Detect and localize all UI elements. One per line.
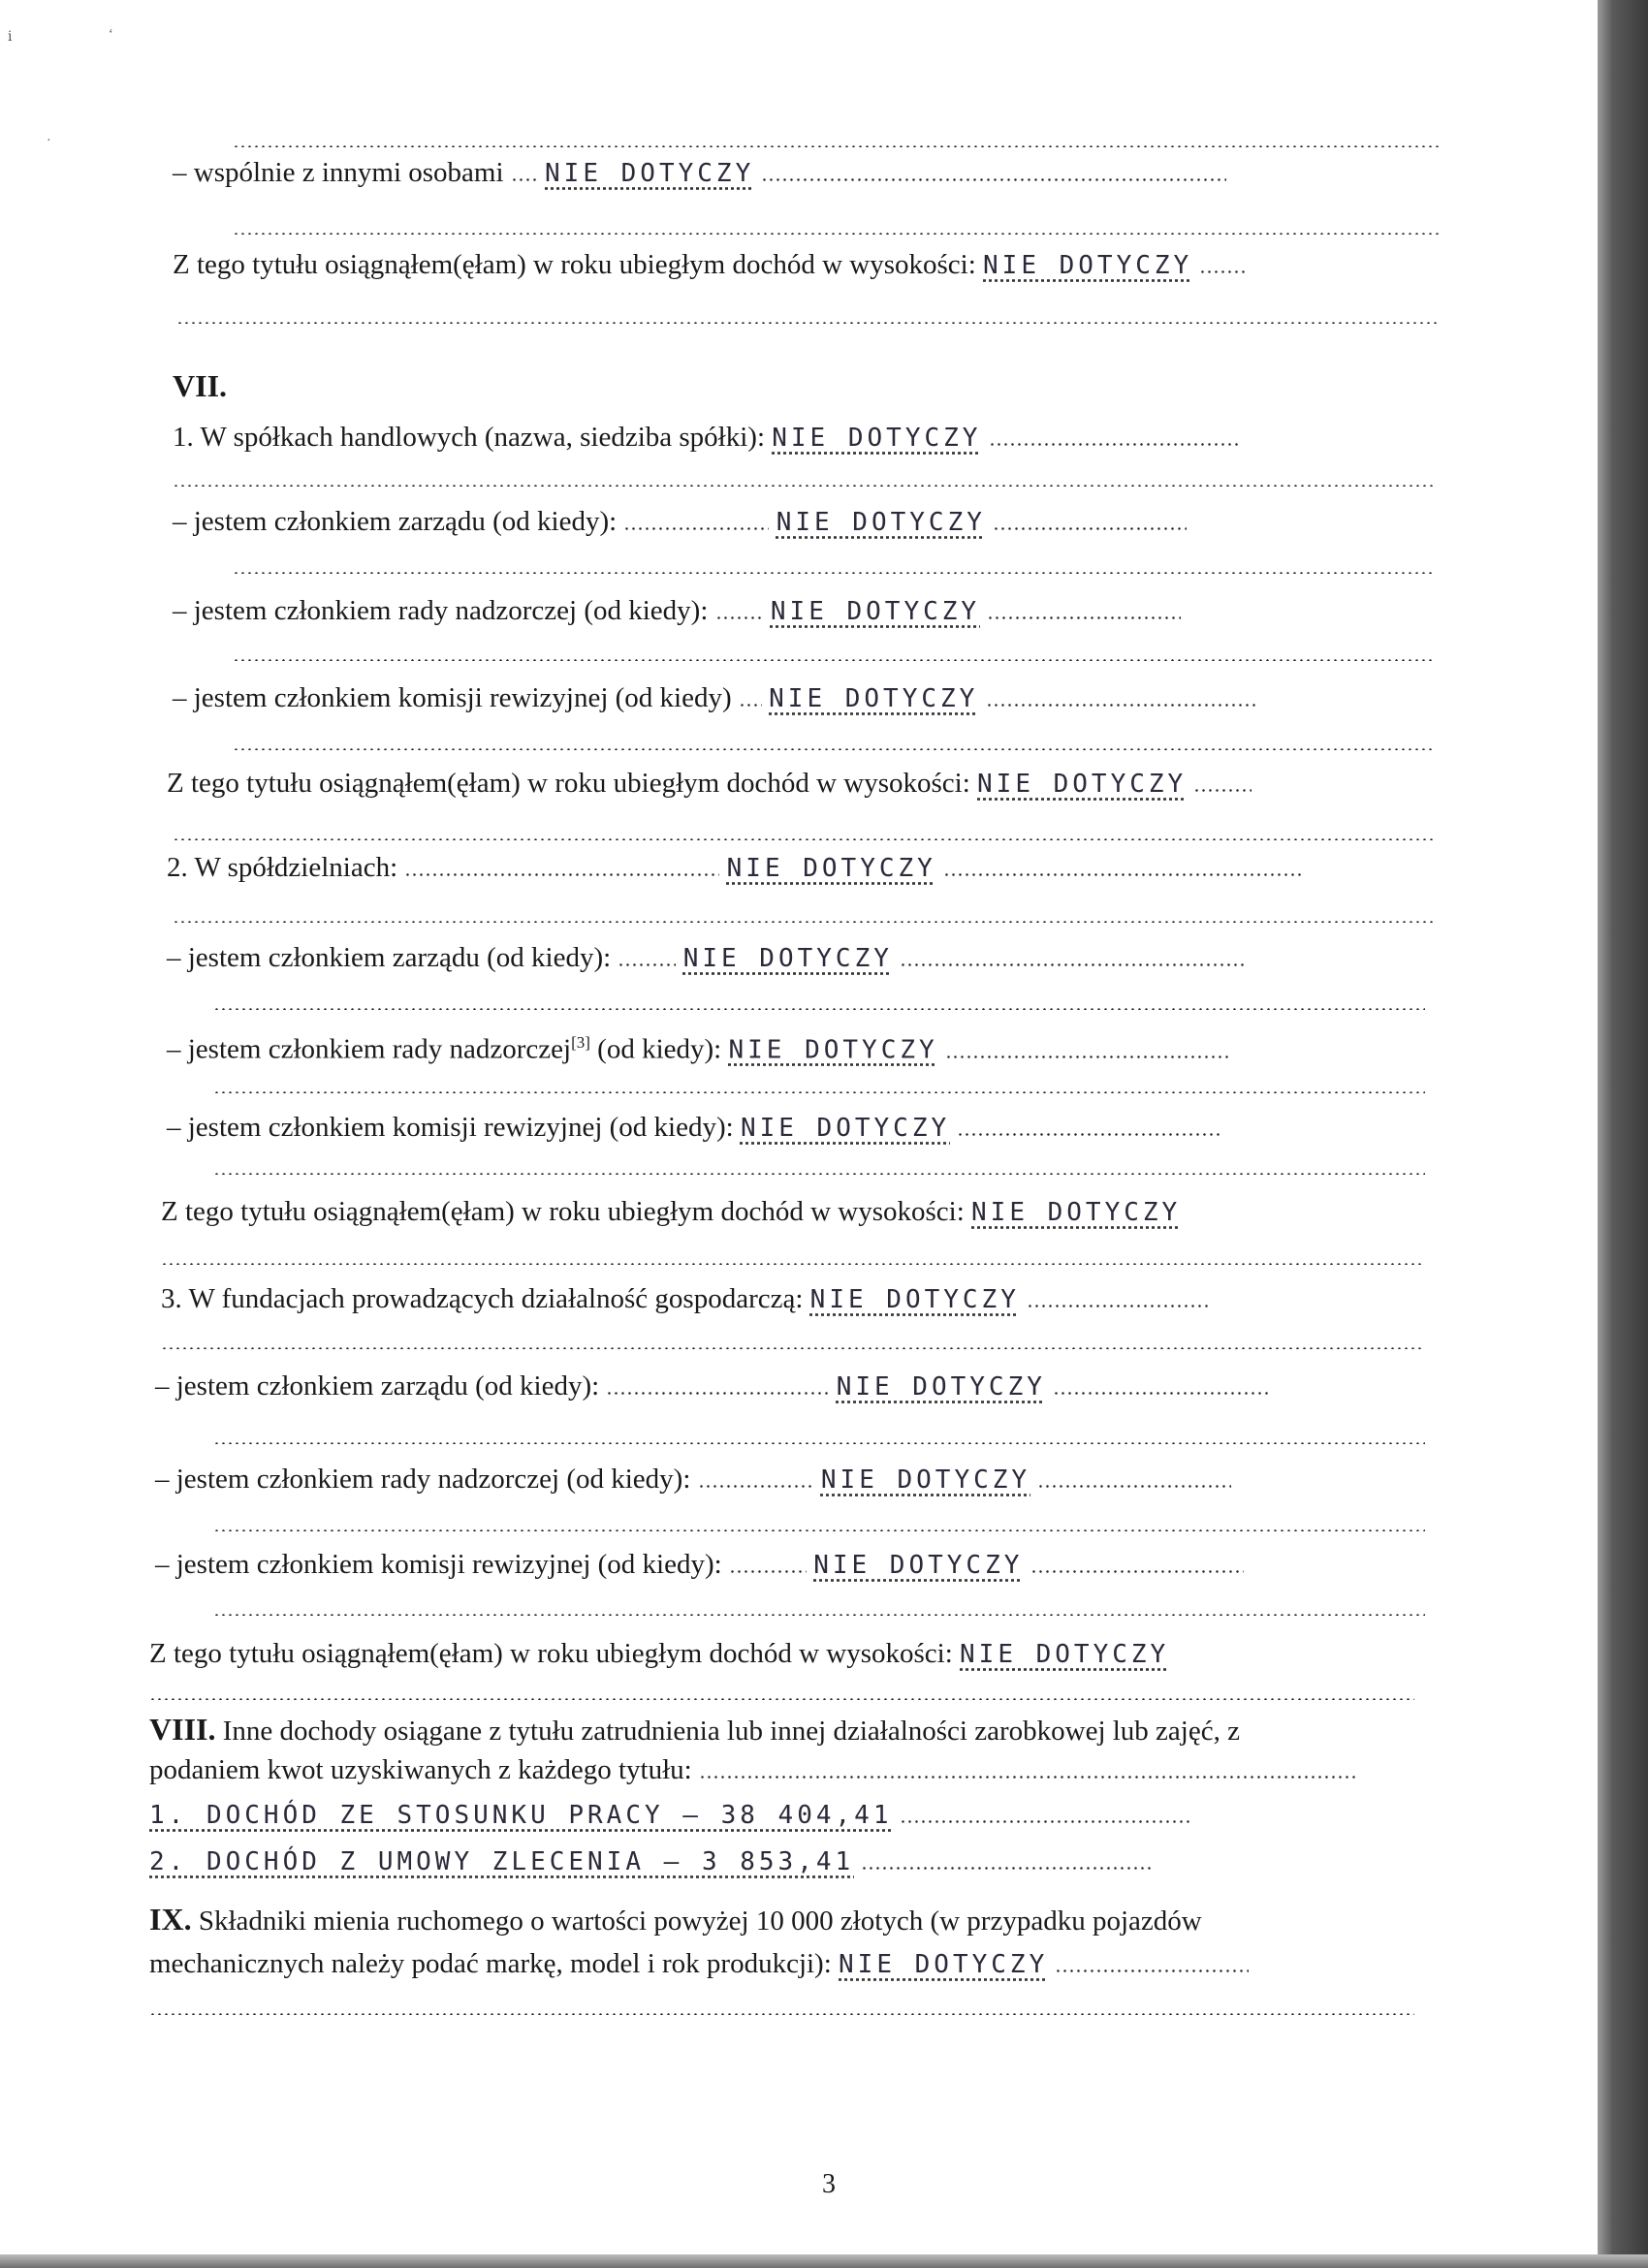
dotted-line — [213, 1614, 1425, 1616]
dotted-line — [213, 1091, 1425, 1093]
dotted-line — [213, 1529, 1425, 1531]
dotted-line — [161, 1347, 1421, 1349]
footnote-marker: [3] — [571, 1033, 590, 1052]
dotted-line — [233, 748, 1435, 750]
dotted-line — [233, 572, 1435, 574]
vii-1-label: 1. W spółkach handlowych (nazwa, siedziba spółki): — [173, 422, 765, 453]
section-viii-heading: VIII. — [149, 1712, 216, 1747]
viii-income-2-line — [149, 1843, 1152, 1879]
viii-text-1: Inne dochody osiągane z tytułu zatrudnienia lub innej działalności zarobkowej lub zajęć, z — [222, 1716, 1240, 1747]
handwritten-answer: NIE DOTYCZY — [836, 1372, 1046, 1402]
vii-2-supervisory-line — [167, 1025, 1231, 1068]
handwritten-answer: NIE DOTYCZY — [977, 770, 1188, 799]
vii-1-supervisory-line — [173, 593, 1181, 629]
handwritten-answer: NIE DOTYCZY — [839, 1950, 1049, 1979]
vii-3-audit-label: – jestem członkiem komisji rewizyjnej (od kiedy): — [155, 1549, 722, 1580]
vii-2-audit-line — [167, 1110, 1223, 1146]
vii-1-audit-line — [173, 680, 1257, 716]
scan-edge-right — [1598, 0, 1648, 2268]
ix-text-1: Składniki mienia ruchomego o wartości powyżej 10 000 złotych (w przypadku pojazdów — [198, 1906, 1202, 1937]
vii-3-income-line — [149, 1636, 1169, 1672]
dotted-line — [233, 145, 1440, 147]
vii-3-supervisory-line — [155, 1462, 1231, 1497]
viii-line2 — [149, 1752, 1358, 1787]
handwritten-answer: NIE DOTYCZY — [682, 944, 893, 973]
handwritten-answer: NIE DOTYCZY — [983, 251, 1193, 280]
vii-2-income-label: Z tego tytułu osiągnąłem(ęłam) w roku ubiegłym dochód w wysokości: — [161, 1196, 965, 1227]
scan-speck: ⅰ — [8, 30, 13, 45]
dotted-line — [213, 1008, 1425, 1010]
dotted-line — [149, 1698, 1414, 1700]
handwritten-answer: NIE DOTYCZY — [545, 159, 755, 188]
vii-2-label-line — [167, 850, 1302, 886]
vii-2-income-line — [161, 1194, 1181, 1230]
scan-speck: ʻ — [109, 27, 113, 42]
vii-1-income-line — [167, 766, 1252, 802]
ix-line1 — [149, 1902, 1202, 1938]
handwritten-answer: NIE DOTYCZY — [728, 1035, 938, 1065]
handwritten-answer: NIE DOTYCZY — [770, 597, 981, 626]
handwritten-answer: NIE DOTYCZY — [772, 424, 982, 453]
dotted-line — [161, 1263, 1421, 1265]
vii-1-audit-label: – jestem członkiem komisji rewizyjnej (od kiedy) — [173, 682, 732, 713]
handwritten-answer: NIE DOTYCZY — [820, 1465, 1031, 1495]
income-line — [173, 247, 1248, 283]
vii-2-label: 2. W spółdzielniach: — [167, 852, 398, 883]
vii-3-supervisory-label: – jestem członkiem rady nadzorczej (od kiedy): — [155, 1464, 691, 1495]
handwritten-answer: NIE DOTYCZY — [740, 1114, 951, 1143]
handwritten-answer: NIE DOTYCZY — [960, 1640, 1170, 1669]
ix-text-2: mechanicznych należy podać markę, model i rok produkcji): — [149, 1948, 832, 1979]
section-vii-heading: VII. — [173, 368, 228, 403]
viii-text-2: podaniem kwot uzyskiwanych z każdego tytułu: — [149, 1754, 692, 1785]
handwritten-income-2: 2. DOCHÓD Z UMOWY ZLECENIA – 3 853,41 — [149, 1847, 855, 1876]
viii-income-1-line — [149, 1797, 1190, 1833]
vii-3-label-line — [161, 1281, 1211, 1317]
vii-3-board-line — [155, 1369, 1271, 1404]
vii-1-board-line — [173, 504, 1187, 540]
page-number: 3 — [822, 2169, 836, 2199]
dotted-line — [233, 233, 1440, 235]
vii-1-supervisory-label: – jestem członkiem rady nadzorczej (od kiedy): — [173, 595, 709, 626]
handwritten-answer: NIE DOTYCZY — [809, 1285, 1020, 1314]
dotted-line — [173, 838, 1433, 840]
jointly-line — [173, 155, 1226, 191]
vii-1-board-label: – jestem członkiem zarządu (od kiedy): — [173, 506, 618, 537]
dotted-line — [213, 1442, 1425, 1444]
dotted-line — [173, 921, 1433, 923]
handwritten-answer: NIE DOTYCZY — [813, 1551, 1024, 1580]
vii-1-label-line — [173, 420, 1241, 456]
handwritten-answer: NIE DOTYCZY — [971, 1198, 1182, 1227]
viii-line1 — [149, 1712, 1240, 1748]
vii-2-supervisory-label: – jestem członkiem rady nadzorczej — [167, 1033, 572, 1065]
vii-1-income-label: Z tego tytułu osiągnąłem(ęłam) w roku ubiegłym dochód w wysokości: — [167, 768, 970, 799]
income-label: Z tego tytułu osiągnąłem(ęłam) w roku ubiegłym dochód w wysokości: — [173, 249, 976, 280]
ix-line2 — [149, 1946, 1249, 1982]
vii-2-board-line — [167, 940, 1244, 976]
jointly-label: – wspólnie z innymi osobami — [173, 157, 504, 188]
vii-3-board-label: – jestem członkiem zarządu (od kiedy): — [155, 1370, 600, 1402]
dotted-line — [233, 659, 1435, 661]
dotted-line — [149, 2013, 1414, 2015]
vii-3-label: 3. W fundacjach prowadzących działalność gospodarczą: — [161, 1283, 804, 1314]
scan-edge-bottom — [0, 2254, 1648, 2268]
vii-3-audit-line — [155, 1547, 1244, 1583]
dotted-line — [213, 1173, 1425, 1175]
handwritten-answer: NIE DOTYCZY — [726, 854, 936, 883]
vii-3-income-label: Z tego tytułu osiągnąłem(ęłam) w roku ubiegłym dochód w wysokości: — [149, 1638, 953, 1669]
dotted-line — [173, 485, 1433, 487]
vii-2-board-label: – jestem członkiem zarządu (od kiedy): — [167, 942, 612, 973]
dotted-line — [176, 322, 1437, 324]
handwritten-income-1: 1. DOCHÓD ZE STOSUNKU PRACY – 38 404,41 — [149, 1801, 893, 1830]
handwritten-answer: NIE DOTYCZY — [776, 508, 986, 537]
vii-2-audit-label: – jestem członkiem komisji rewizyjnej (od kiedy): — [167, 1112, 734, 1143]
scan-speck: · — [47, 134, 51, 148]
section-ix-heading: IX. — [149, 1902, 192, 1937]
handwritten-answer: NIE DOTYCZY — [769, 684, 979, 713]
vii-2-supervisory-tail: (od kiedy): — [589, 1033, 722, 1065]
